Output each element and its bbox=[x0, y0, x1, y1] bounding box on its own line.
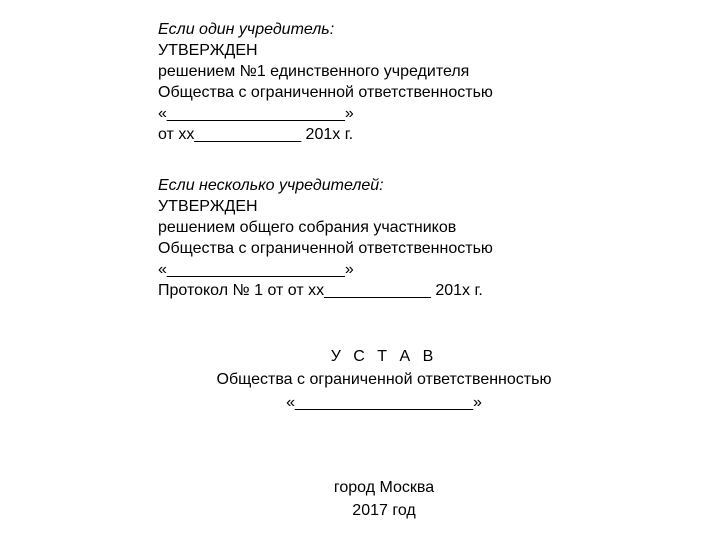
single-founder-block bbox=[158, 19, 493, 145]
charter-company-name-blank: «____________________» bbox=[286, 394, 482, 411]
charter-company-type: Общества с ограниченной ответственностью bbox=[216, 371, 552, 388]
charter-title-block bbox=[0, 345, 720, 414]
company-name-blank: «____________________» bbox=[158, 261, 354, 278]
protocol-line: Протокол № 1 от от хх____________ 201х г. bbox=[158, 282, 483, 299]
charter-title: У С Т А В bbox=[330, 348, 438, 365]
company-name-blank: «____________________» bbox=[158, 105, 354, 122]
place-date-block bbox=[0, 476, 720, 522]
decision-line: решением общего собрания участников bbox=[158, 219, 457, 236]
company-type-line: Общества с ограниченной ответственностью bbox=[158, 84, 493, 101]
single-founder-heading: Если один учредитель: bbox=[158, 21, 335, 38]
approved-label: УТВЕРЖДЕН bbox=[158, 42, 258, 59]
company-type-line: Общества с ограниченной ответственностью bbox=[158, 240, 493, 257]
approved-label: УТВЕРЖДЕН bbox=[158, 198, 258, 215]
multiple-founders-block bbox=[158, 175, 493, 301]
year-label: 2017 год bbox=[352, 502, 416, 519]
city-label: город Москва bbox=[333, 479, 435, 496]
decision-date-line: от хх____________ 201х г. bbox=[158, 126, 354, 143]
decision-line: решением №1 единственного учредителя bbox=[158, 63, 470, 80]
multiple-founders-heading: Если несколько учредителей: bbox=[158, 177, 384, 194]
